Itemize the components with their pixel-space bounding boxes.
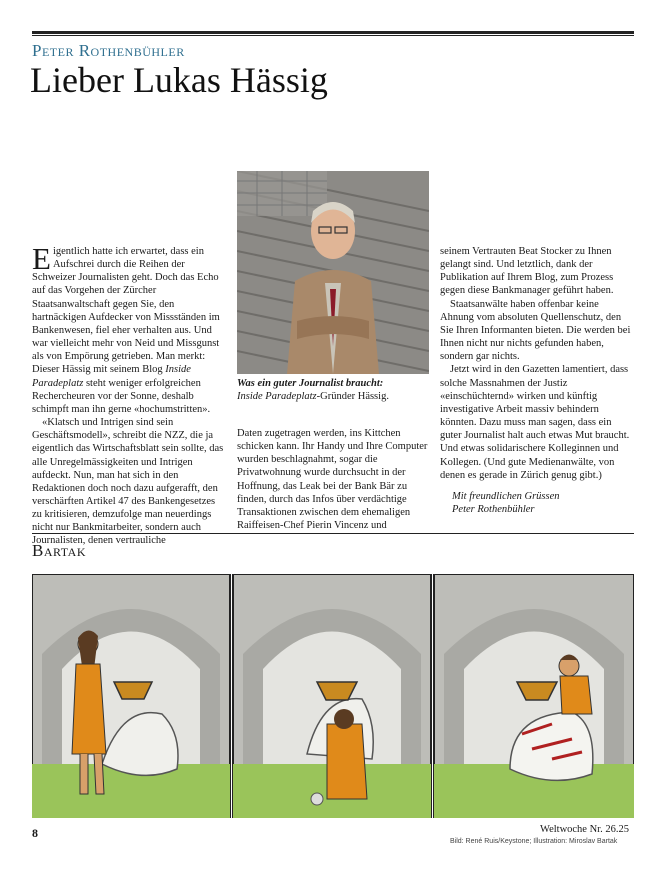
photo-credit: Bild: René Ruis/Keystone; Illustration: Miroslav Bartak	[450, 838, 618, 845]
text-run: igentlich hatte ich erwartet, dass ein Aufschrei durch die Reihen der Schweizer Journalisten geht. Doch das Echo auf das Vorgehen der Zürcher Staatsanwaltschaft gegen Sie, den hartnäckigen Aufdecker von Missständen im Bankenwesen, fiel eher verhalten aus. Und war vielleicht mehr von Neid und Missgunst als von Empörung getrieben. Man merkt: Dieser Hässig mit seinem Blog	[32, 246, 220, 376]
issue-label: Weltwoche Nr. 26.25	[540, 824, 629, 835]
top-rule-thin	[32, 35, 634, 36]
portrait-photo	[237, 171, 429, 374]
drop-cap: E	[32, 241, 51, 276]
paragraph	[32, 241, 227, 416]
paragraph: Daten zugetragen werden, ins Kittchen schicken kann. Ihr Handy und Ihre Computer wurden beschlagnahmt, sogar die Privatwohnung wurde durchsucht in der Hoffnung, das Leak bei der Bank Bär zu finden, durch das Infos über verdächtige Transaktionen zwischen dem ehemaligen Raiffeisen-Chef Pierin Vincenz und	[237, 428, 428, 532]
section-rule	[32, 533, 634, 534]
comic-panel-3	[434, 574, 634, 818]
comic-strip	[32, 574, 634, 818]
author-kicker: Peter Rothenbühler	[32, 41, 185, 60]
signature-name: Peter Rothenbühler	[452, 504, 535, 515]
article-column-2	[237, 427, 429, 532]
paragraph: Jetzt wird in den Gazetten lamentiert, dass solche Massnahmen der Justiz «einschüchternd» wirken und künftig investigative Arbeit massiv behindern könnten. Dazu muss man sagen, dass ein guter Journalist halt auch etwas Mut braucht. Und etwas solidarischere Kolleginnen und Kollegen. (Und gute Medienanwälte, von denen es gerade in Zürich genug gibt.)	[440, 364, 630, 481]
signature	[452, 490, 560, 516]
comic-label: Bartak	[32, 541, 86, 560]
photo-caption	[237, 377, 429, 403]
blog-name: Inside Paradeplatz	[32, 364, 191, 389]
caption-bold: Was ein guter Journalist braucht:	[237, 378, 384, 389]
article-column-3	[440, 245, 634, 482]
comic-panel-1	[32, 574, 230, 818]
caption-italic: Inside Paradeplatz	[237, 391, 317, 402]
caption-rest: -Gründer Hässig.	[316, 391, 389, 402]
paragraph: «Klatsch und Intrigen sind sein Geschäftsmodell», schreibt die NZZ, die ja eigentlich das Wirtschaftsblatt sein sollte, das alle Unregelmässigkeiten und Intrigen aufdeckt. Nun, man hat sich in den Redaktionen doch noch dazu aufgerafft, den verschärften Artikel 47 des Bankengesetzes zu kritisieren, demzufolge man neuerdings nicht nur Bankmitarbeiter, sondern auch Journalisten, denen vertrauliche	[32, 417, 224, 547]
comic-panel-2	[233, 574, 431, 818]
article-column-1	[32, 241, 227, 548]
paragraph: seinem Vertrauten Beat Stocker zu Ihnen gelangt sind. Und letztlich, dank der Publikation auf Ihrem Blog, zum Prozess gegen diese Bankmanager geführt haben.	[440, 246, 614, 297]
article-title: Lieber Lukas Hässig	[30, 60, 328, 100]
text-run: steht weniger erfolgreichen Rechercheuren vor der Sonne, deshalb schimpft man ihn gerne «hochumstritten».	[32, 377, 211, 415]
signature-greeting: Mit freundlichen Grüssen	[452, 491, 560, 502]
top-rule	[32, 31, 634, 34]
paragraph: Staatsanwälte haben offenbar keine Ahnung vom absoluten Quellenschutz, den Sie Ihren Informanten bieten. Die werden bei Ihnen nicht nur nichts gefunden haben, sondern gar nichts.	[440, 298, 631, 363]
page-number: 8	[32, 826, 38, 840]
